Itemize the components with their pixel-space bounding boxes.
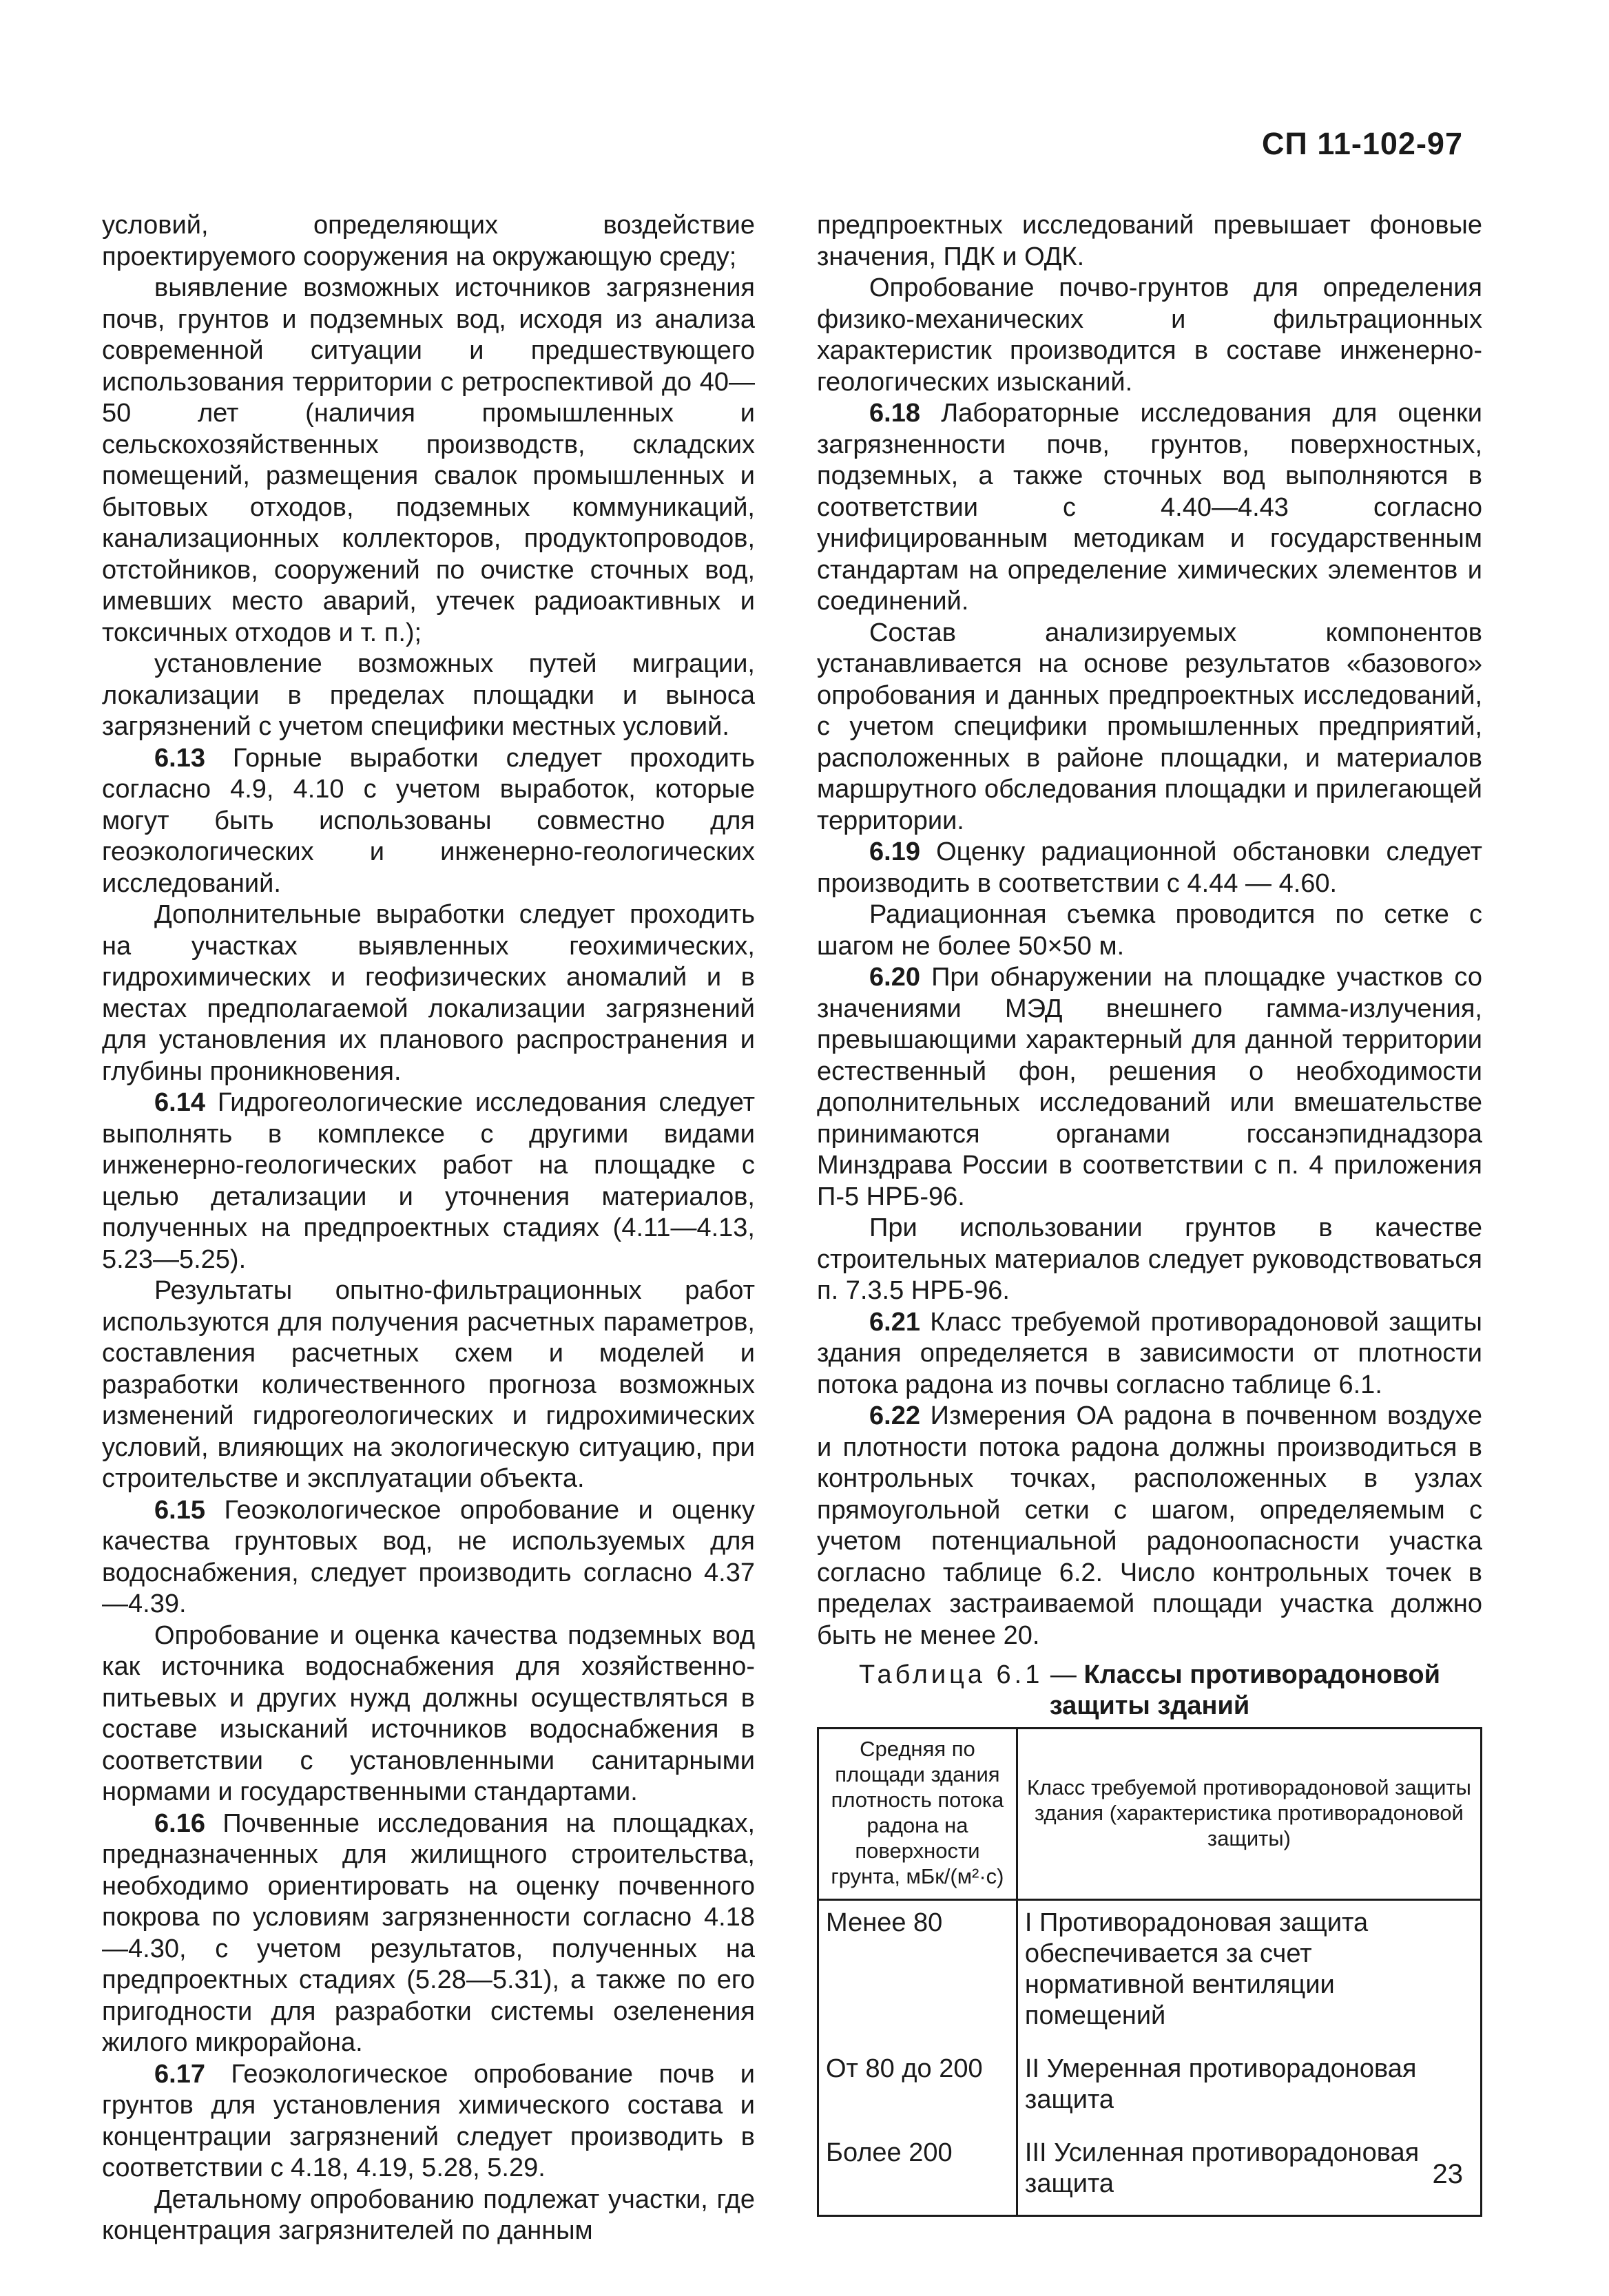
table-caption-label: Таблица 6.1 bbox=[858, 1660, 1044, 1689]
clause-6-22: 6.22 Измерения ОА радона в почвенном воздухе и плотности потока радона должны производиться в контрольных точках, расположенных в узлах прямоугольной сетки с шагом, определяемым с учетом потенциальной радоноопасности участка согласно таблице 6.2. Число контрольных точек в пределах застраиваемой площади участка должно быть не менее 20. bbox=[817, 1401, 1482, 1650]
page-number: 23 bbox=[1432, 2159, 1463, 2189]
table-cell: II Умеренная противорадоновая защита bbox=[1017, 2047, 1481, 2131]
clause-number: 6.19 bbox=[869, 837, 920, 866]
clause-6-16: 6.16 Почвенные исследования на площадках, предназначенных для жилищного строительства, необходимо ориентировать на оценку почвенного покрова по условиям загрязненности согласно 4.18—4.30, с учетом результатов, полученных на предпроектных стадиях (5.28—5.31), а также по его пригодности для разработки системы озеленения жилого микрорайона. bbox=[102, 1808, 755, 2057]
table-header-cell: Класс требуемой противорадоновой защиты здания (характеристика противорадоновой защиты) bbox=[1017, 1729, 1481, 1900]
paragraph: выявление возможных источников загрязнения почв, грунтов и подземных вод, исходя из анализа современной ситуации и предшествующего использования территории с ретроспективой до 40—50 лет (наличия промышленных и сельскохозяйственных производств, складских помещений, размещения свалок промышленных и бытовых отходов, подземных коммуникаций, канализационных коллекторов, продуктопроводов, отстойников, сооружений по очистке сточных вод, имевших место аварий, утечек радиоактивных и токсичных отходов и т. п.); bbox=[102, 273, 755, 647]
document-code: СП 11-102-97 bbox=[1261, 126, 1463, 161]
table-radon-protection-classes bbox=[817, 1727, 1482, 2217]
clause-number: 6.21 bbox=[869, 1307, 920, 1337]
paragraph: Результаты опытно-фильтрационных работ используются для получения расчетных параметров, составления расчетных схем и моделей и разработки количественного прогноза возможных изменений гидрогеологических и гидрохимических условий, влияющих на экологическую ситуацию, при строительстве и эксплуатации объекта. bbox=[102, 1276, 755, 1493]
paragraph: условий, определяющих воздействие проектируемого сооружения на окружающую среду; bbox=[102, 211, 755, 271]
clause-6-15: 6.15 Геоэкологическое опробование и оценку качества грунтовых вод, не используемых для водоснабжения, следует производить согласно 4.37—4.39. bbox=[102, 1495, 755, 1618]
clause-number: 6.17 bbox=[154, 2059, 205, 2089]
paragraph: Радиационная съемка проводится по сетке с шагом не более 50×50 м. bbox=[817, 900, 1482, 961]
clause-6-18: 6.18 Лабораторные исследования для оценки загрязненности почв, грунтов, поверхностных, подземных, а также сточных вод выполняются в соответствии с 4.40—4.43 согласно унифицированным методикам и государственным стандартам на определение химических элементов и соединений. bbox=[817, 399, 1482, 616]
paragraph: Опробование почво-грунтов для определения физико-механических и фильтрационных характеристик производится в составе инженерно-геологических изысканий. bbox=[817, 273, 1482, 397]
clause-6-21: 6.21 Класс требуемой противорадоновой защиты здания определяется в зависимости от плотности потока радона из почвы согласно таблице 6.1. bbox=[817, 1307, 1482, 1399]
clause-number: 6.14 bbox=[154, 1088, 205, 1117]
table-row bbox=[818, 1900, 1482, 2047]
table-cell: Менее 80 bbox=[818, 1900, 1017, 2047]
table-cell: I Противорадоновая защита обеспечивается за счет нормативной вентиляции помещений bbox=[1017, 1900, 1481, 2047]
clause-6-19: 6.19 Оценку радиационной обстановки следует производить в соответствии с 4.44 — 4.60. bbox=[817, 837, 1482, 898]
clause-number: 6.22 bbox=[869, 1401, 920, 1430]
table-row bbox=[818, 2131, 1482, 2216]
paragraph: установление возможных путей миграции, локализации в пределах площадки и выноса загрязнений с учетом специфики местных условий. bbox=[102, 649, 755, 741]
clause-number: 6.15 bbox=[154, 1495, 205, 1525]
clause-6-17: 6.17 Геоэкологическое опробование почв и грунтов для установления химического состава и концентрации загрязнений следует производить в соответствии с 4.18, 4.19, 5.28, 5.29. bbox=[102, 2059, 755, 2182]
table-caption-title: Классы противорадоновой защиты зданий bbox=[1049, 1660, 1440, 1720]
table-row bbox=[818, 2047, 1482, 2131]
clause-6-14: 6.14 Гидрогеологические исследования следует выполнять в комплексе с другими видами инженерно-геологических работ на площадке с целью детализации и уточнения материалов, полученных на предпроектных стадиях (4.11—4.13, 5.23—5.25). bbox=[102, 1088, 755, 1274]
paragraph: Детальному опробованию подлежат участки, где концентрация загрязнителей по данным bbox=[102, 2184, 755, 2245]
clause-number: 6.20 bbox=[869, 963, 920, 992]
clause-6-20: 6.20 При обнаружении на площадке участков со значениями МЭД внешнего гамма-излучения, превышающими характерный для данной территории естественный фон, решения о необходимости дополнительных исследований или вмешательстве принимаются органами госсанэпиднадзора Минздрава России в соответствии с п. 4 приложения П-5 НРБ-96. bbox=[817, 963, 1482, 1211]
paragraph: Состав анализируемых компонентов устанавливается на основе результатов «базового» опробования и данных предпроектных исследований, с учетом специфики промышленных предприятий, расположенных в районе площадки, и материалов маршрутного обследования площадки и прилегающей территории. bbox=[817, 618, 1482, 835]
paragraph: При использовании грунтов в качестве строительных материалов следует руководствоваться п. 7.3.5 НРБ-96. bbox=[817, 1213, 1482, 1305]
table-cell: Более 200 bbox=[818, 2131, 1017, 2216]
clause-6-13: 6.13 Горные выработки следует проходить согласно 4.9, 4.10 с учетом выработок, которые могут быть использованы совместно для геоэкологических и инженерно-геологических исследований. bbox=[102, 743, 755, 898]
clause-number: 6.18 bbox=[869, 399, 920, 428]
right-column bbox=[817, 210, 1482, 2217]
left-column bbox=[102, 210, 755, 2247]
paragraph: предпроектных исследований превышает фоновые значения, ПДК и ОДК. bbox=[817, 211, 1482, 271]
paragraph: Дополнительные выработки следует проходить на участках выявленных геохимических, гидрохимических и геофизических аномалий и в местах предполагаемой локализации загрязнений для установления их планового распространения и глубины проникновения. bbox=[102, 900, 755, 1086]
table-cell: От 80 до 200 bbox=[818, 2047, 1017, 2131]
table-header-row bbox=[818, 1729, 1482, 1900]
clause-number: 6.16 bbox=[154, 1808, 205, 1838]
paragraph: Опробование и оценка качества подземных вод как источника водоснабжения для хозяйственно-питьевых и других нужд должны осуществляться в составе изысканий источников водоснабжения в соответствии с установленными санитарными нормами и государственными стандартами. bbox=[102, 1620, 755, 1806]
clause-number: 6.13 bbox=[154, 743, 205, 773]
table-cell: III Усиленная противорадоновая защита bbox=[1017, 2131, 1481, 2216]
table-header-cell: Средняя по площади здания плотность потока радона на поверхности грунта, мБк/(м²·с) bbox=[818, 1729, 1017, 1900]
table-caption: Таблица 6.1 — Классы противорадоновой защиты зданий bbox=[858, 1660, 1440, 1720]
